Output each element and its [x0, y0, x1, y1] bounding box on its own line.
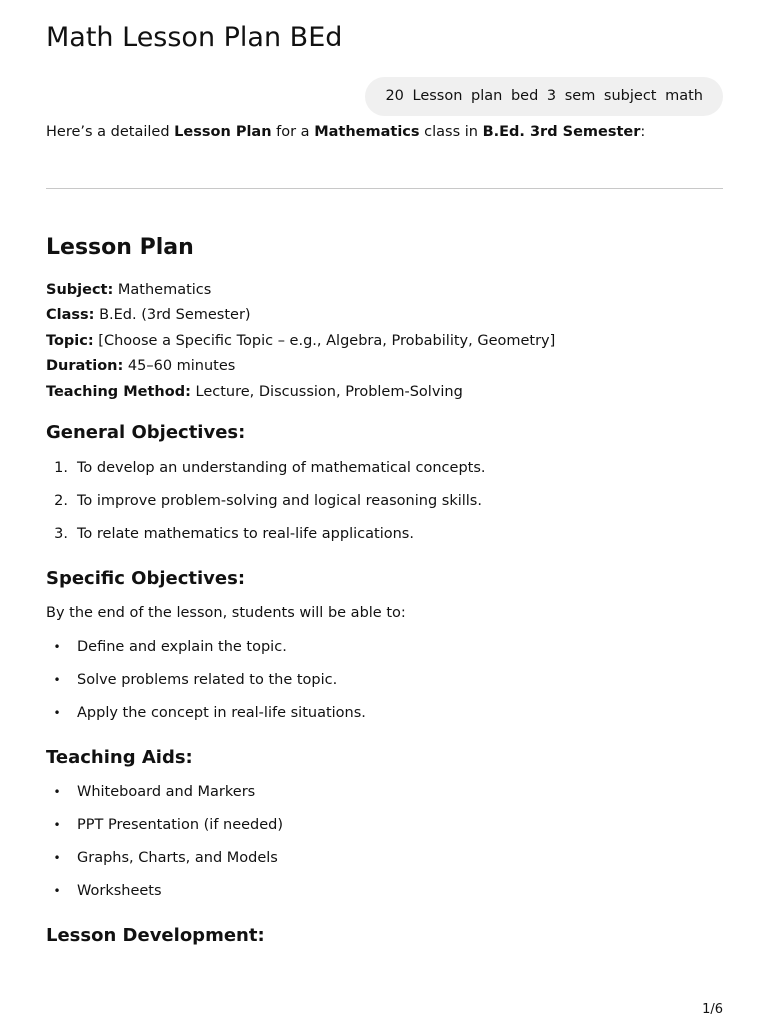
general-objectives-heading: General Objectives:	[46, 422, 246, 443]
list-item-text: Worksheets	[77, 883, 162, 899]
field-value: B.Ed. (3rd Semester)	[94, 307, 251, 324]
field-label: Duration:	[46, 358, 124, 375]
section-divider	[46, 188, 723, 189]
intro-text: class in	[419, 124, 483, 140]
field-value: Mathematics	[113, 282, 212, 298]
bullet-icon: •	[53, 884, 61, 898]
field-label: Class:	[46, 307, 95, 324]
list-number: 3.	[54, 526, 68, 542]
field-label: Topic:	[46, 332, 94, 349]
intro-paragraph	[46, 121, 645, 143]
list-item-text: To relate mathematics to real-life applications.	[77, 526, 414, 542]
bullet-icon: •	[53, 640, 61, 654]
query-bubble: 20 Lesson plan bed 3 sem subject math	[365, 77, 723, 116]
list-item	[46, 881, 283, 914]
list-item-text: Graphs, Charts, and Models	[77, 850, 278, 866]
list-item	[46, 491, 486, 524]
field-value: Lecture, Discussion, Problem-Solving	[190, 383, 463, 400]
list-item	[46, 782, 283, 815]
intro-bold-lesson-plan: Lesson Plan	[174, 124, 272, 140]
list-item	[46, 458, 486, 491]
specific-objectives-lead: By the end of the lesson, students will be able to:	[46, 605, 406, 621]
lesson-plan-fields	[46, 278, 555, 405]
list-item	[46, 848, 283, 881]
list-item-text: Whiteboard and Markers	[77, 784, 256, 800]
intro-text: Here’s a detailed	[46, 124, 175, 140]
page-number: 1/6	[702, 1002, 723, 1017]
lesson-plan-heading: Lesson Plan	[46, 235, 194, 260]
list-number: 1.	[54, 460, 68, 476]
bullet-icon: •	[53, 785, 61, 799]
bullet-icon: •	[53, 818, 61, 832]
field-class	[46, 303, 555, 328]
field-label: Subject:	[46, 282, 114, 298]
list-number: 2.	[54, 493, 68, 509]
field-label: Teaching Method:	[46, 383, 191, 400]
list-item-text: PPT Presentation (if needed)	[77, 817, 284, 833]
list-item-text: To improve problem-solving and logical reasoning skills.	[77, 493, 482, 509]
lesson-development-heading: Lesson Development:	[46, 925, 265, 946]
field-value: [Choose a Specific Topic – e.g., Algebra, Probability, Geometry]	[93, 332, 556, 349]
intro-bold-mathematics: Mathematics	[314, 124, 420, 140]
list-item	[46, 524, 486, 557]
specific-objectives-heading: Specific Objectives:	[46, 568, 246, 589]
specific-objectives-list	[46, 637, 366, 736]
field-subject	[46, 278, 555, 303]
bullet-icon: •	[53, 673, 61, 687]
teaching-aids-heading: Teaching Aids:	[46, 747, 193, 768]
list-item	[46, 703, 366, 736]
list-item-text: Apply the concept in real-life situations.	[77, 705, 366, 721]
bullet-icon: •	[53, 706, 61, 720]
list-item	[46, 670, 366, 703]
list-item	[46, 815, 283, 848]
intro-text: for a	[271, 124, 315, 140]
field-value: 45–60 minutes	[123, 358, 236, 375]
intro-text: :	[640, 124, 646, 140]
general-objectives-list	[46, 458, 486, 557]
list-item-text: To develop an understanding of mathematical concepts.	[77, 460, 486, 476]
list-item-text: Define and explain the topic.	[77, 639, 287, 655]
bullet-icon: •	[53, 851, 61, 865]
document-title: Math Lesson Plan BEd	[46, 22, 343, 53]
field-topic	[46, 329, 555, 354]
field-duration	[46, 354, 555, 379]
teaching-aids-list	[46, 782, 283, 914]
field-teaching-method	[46, 380, 555, 405]
list-item-text: Solve problems related to the topic.	[77, 672, 338, 688]
list-item	[46, 637, 366, 670]
intro-bold-semester: B.Ed. 3rd Semester	[482, 124, 641, 140]
